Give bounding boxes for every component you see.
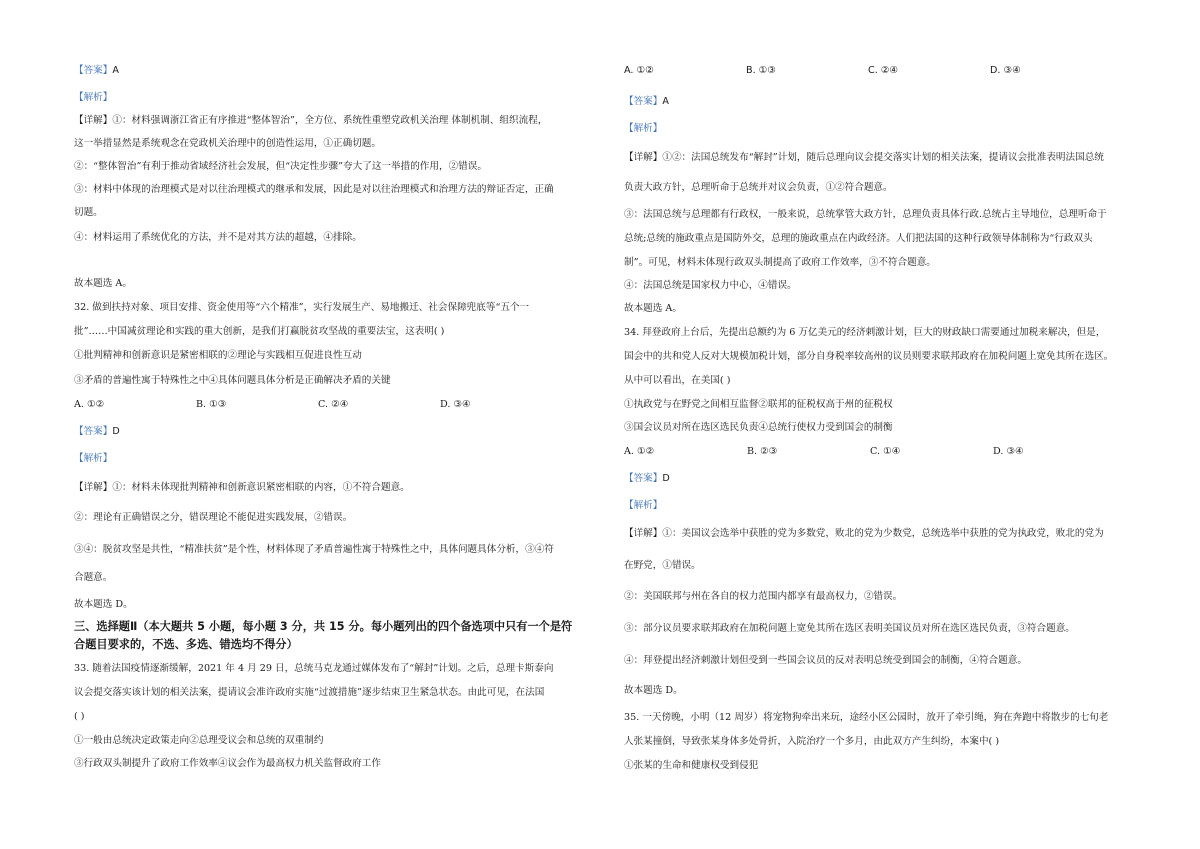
q31-detail-line: ④：材料运用了系统优化的方法，并不是对其方法的超越，④排除。 [74,232,362,243]
option-a: A. ①② [624,65,654,76]
q33-options [624,64,1112,78]
option-c: C. ②④ [868,65,898,76]
q33-choice-line: ①一般由总统决定政策走向②总理受议会和总统的双重制约 [74,735,324,746]
section-heading: 三、选择题Ⅱ（本大题共 5 小题，每小题 3 分，共 15 分。每小题列出的四个备选项中只有一个是符 [74,620,573,633]
q33-detail-line: 总统;总统的施政重点是国防外交，总理的施政重点在内政经济。人们把法国的这种行政领导体制称为“行政双头 [624,233,1093,244]
option-d: D. ③④ [440,399,471,410]
q33-stem-line: 33. 随着法国疫情逐渐缓解，2021 年 4 月 29 日，总统马克龙通过媒体发布了“解封”计划。之后，总理卡斯泰向 [74,663,554,674]
q35-stem-line: 人张某撞倒，导致张某身体多处骨折，入院治疗一个多月，由此双方产生纠纷，本案中( ) [624,736,1000,747]
option-c: C. ②④ [318,399,349,410]
answer-tag: 【答案】 [624,473,663,484]
q31-detail-line: 【详解】①：材料强调浙江省正有序推进“整体智治”，全方位、系统性重塑党政机关治理 体制机制、组织流程， [74,115,548,126]
option-a: A. ①② [624,446,655,457]
q34-detail-line: 在野党，①错误。 [624,560,701,571]
q31-detail-line: 切题。 [74,207,103,218]
answer-value: A [112,65,119,76]
option-d: D. ③④ [990,65,1021,76]
q33-detail-line: 制”。可见，材料未体现行政双头制提高了政府工作效率，③不符合题意。 [624,257,936,268]
q32-detail-line: 【详解】①：材料未体现批判精神和创新意识紧密相联的内容，①不符合题意。 [74,482,410,493]
q33-detail-line: ③：法国总统与总理都有行政权，一般来说，总统掌管大政方针，总理负责具体行政.总统占主导地位，总理听命于 [624,209,1107,220]
q34-detail-line: ②：美国联邦与州在各自的权力范围内都享有最高权力，②错误。 [624,591,903,602]
q31-analysis-tag: 【解析】 [74,92,113,103]
q31-detail-line: ②：“整体智治”有利于推动省域经济社会发展，但“决定性步骤”夸大了这一举措的作用，②错误。 [74,161,487,172]
section-heading: 合题目要求的，不选、多选、错选均不得分） [74,638,298,651]
q34-detail-line: ④：拜登提出经济刺激计划但受到一些国会议员的反对表明总统受到国会的制衡，④符合题意。 [624,655,1027,666]
q33-stem-line: 议会提交落实该计划的相关法案，提请议会准许政府实施“过渡措施”逐步结束卫生紧急状态。由此可见，在法国 [74,687,545,698]
answer-value: D [112,426,120,437]
q33-detail-line: 负责大政方针，总理听命于总统并对议会负责，①②符合题意。 [624,182,893,193]
option-c: C. ①④ [870,446,901,457]
q32-choice-line: ①批判精神和创新意识是紧密相联的②理论与实践相互促进良性互动 [74,350,362,361]
option-b: B. ①③ [746,65,776,76]
option-b: B. ②③ [747,446,778,457]
option-d: D. ③④ [993,446,1024,457]
answer-tag: 【答案】 [74,65,113,76]
answer-value: D [662,473,670,484]
q32-choice-line: ③矛盾的普遍性寓于特殊性之中④具体问题具体分析是正确解决矛盾的关键 [74,375,391,386]
q33-stem-line: ( ) [74,711,85,722]
q34-conclusion: 故本题选 D。 [624,685,683,696]
q34-detail-line: 【详解】①：美国议会选举中获胜的党为多数党，败北的党为少数党，总统选举中获胜的党为执政党，败北的党为 [624,528,1104,539]
q34-analysis-tag: 【解析】 [624,500,663,511]
q33-answer [624,95,669,109]
answer-tag: 【答案】 [74,426,113,437]
q32-analysis-tag: 【解析】 [74,453,113,464]
q34-options [624,445,1116,459]
q31-detail-line: ③：材料中体现的治理模式是对以往治理模式的继承和发展，因此是对以往治理模式和治理方法的辩证否定，正确 [74,184,554,195]
q31-detail-line: 这一举措显然是系统观念在党政机关治理中的创造性运用，①正确切题。 [74,138,381,149]
option-a: A. ①② [74,399,105,410]
q34-answer [624,472,670,486]
q32-answer [74,425,120,439]
q34-detail-line: ③：部分议员要求联邦政府在加税问题上宽免其所在选区表明美国议员对所在选区选民负责，③符合题意。 [624,623,1075,634]
q34-stem-line: 34. 拜登政府上台后，先提出总额约为 6 万亿美元的经济刺激计划，巨大的财政缺口需要通过加税来解决，但是， [624,327,1106,338]
q33-conclusion: 故本题选 A。 [624,303,682,314]
q31-conclusion: 故本题选 A。 [74,278,132,289]
q35-choice-line: ①张某的生命和健康权受到侵犯 [624,760,759,771]
answer-value: A [662,96,669,107]
q34-choice-line: ③国会议员对所在选区选民负责④总统行使权力受到国会的制衡 [624,422,893,433]
q34-stem-line: 从中可以看出，在美国( ) [624,375,731,386]
q32-stem-line: 批”……中国减贫理论和实践的重大创新，是我们打赢脱贫攻坚战的重要法宝，这表明( ) [74,326,445,337]
q31-answer [74,64,119,78]
q33-analysis-tag: 【解析】 [624,123,663,134]
q32-detail-line: ②：理论有正确错误之分，错误理论不能促进实践发展，②错误。 [74,512,353,523]
q32-options [74,398,562,412]
q33-detail-line: ④：法国总统是国家权力中心，④错误。 [624,280,797,291]
option-b: B. ①③ [196,399,227,410]
q32-stem-line: 32. 做到扶持对象、项目安排、资金使用等“六个精准”，实行发展生产、易地搬迁、社会保障兜底等“五个一 [74,302,530,313]
answer-tag: 【答案】 [624,96,663,107]
q33-detail-line: 【详解】①②：法国总统发布“解封”计划，随后总理向议会提交落实计划的相关法案，提请议会批准表明法国总统 [624,152,1104,163]
q34-choice-line: ①执政党与在野党之间相互监督②联邦的征税权高于州的征税权 [624,399,893,410]
q33-choice-line: ③行政双头制提升了政府工作效率④议会作为最高权力机关监督政府工作 [74,758,381,769]
q35-stem-line: 35. 一天傍晚，小明（12 周岁）将宠物狗牵出来玩，途经小区公园时，放开了牵引绳，狗在奔跑中将散步的七旬老 [624,712,1109,723]
q34-stem-line: 国会中的共和党人反对大规模加税计划，部分自身税率较高州的议员则要求联邦政府在加税问题上宽免其所在选区。 [624,351,1114,362]
q32-conclusion: 故本题选 D。 [74,599,133,610]
q32-detail-line: 合题意。 [74,572,113,583]
q32-detail-line: ③④：脱贫攻坚是共性，“精准扶贫”是个性，材料体现了矛盾普遍性寓于特殊性之中，具体问题具体分析，③④符 [74,544,554,555]
